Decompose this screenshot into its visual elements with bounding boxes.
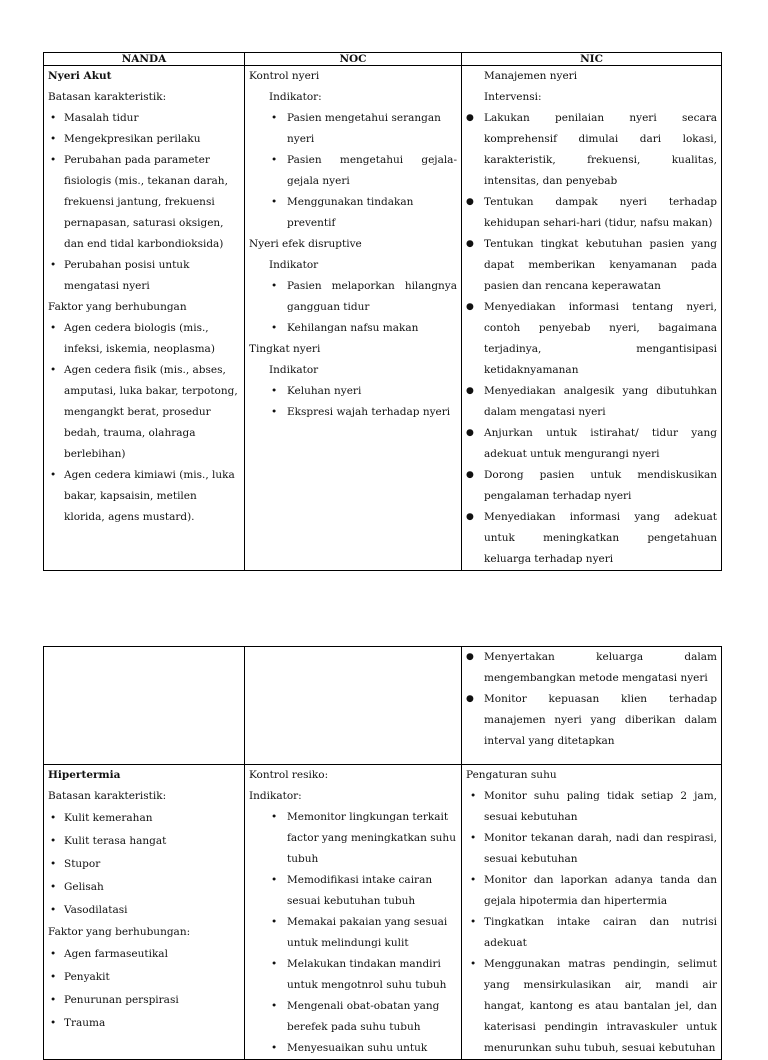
list-item: • Pasien melaporkan hilangnya gangguan tidur	[249, 276, 457, 318]
list-item: ● Monitor kepuasan klien terhadap manajemen nyeri yang diberikan dalam interval yang ditetapkan	[466, 689, 717, 752]
list-item: ● Menyertakan keluarga dalam mengembangkan metode mengatasi nyeri	[466, 647, 717, 689]
list-item: • Vasodilatasi	[48, 899, 240, 922]
list-item: • Monitor dan laporkan adanya tanda dan gejala hipotermia dan hipertermia	[466, 870, 717, 912]
header-noc: NOC	[245, 53, 462, 66]
intervention-list	[466, 647, 717, 752]
indicator-label: Indikator:	[269, 91, 322, 103]
list-item: • Penyakit	[48, 966, 240, 989]
section-label: Faktor yang berhubungan	[48, 301, 187, 313]
nanda-cell	[44, 66, 245, 571]
empty-noc-cell	[245, 647, 462, 765]
table-header-row	[44, 53, 722, 66]
list-item: • Memodifikasi intake cairan sesuai kebutuhan tubuh	[249, 870, 457, 912]
list-item: ● Menyediakan informasi yang adekuat untuk meningkatkan pengetahuan keluarga terhadap nyeri	[466, 507, 717, 570]
list-item: ● Menyediakan analgesik yang dibutuhkan dalam mengatasi nyeri	[466, 381, 717, 423]
list-item: ● Tentukan tingkat kebutuhan pasien yang dapat memberikan kenyamanan pada pasien dan rencana keperawatan	[466, 234, 717, 297]
outcome-title: Kontrol resiko:	[249, 769, 329, 781]
list-item: • Gelisah	[48, 876, 240, 899]
list-item: • Kulit terasa hangat	[48, 830, 240, 853]
nic-cell	[462, 765, 722, 1060]
nic-continued-cell	[462, 647, 722, 765]
section-label: Batasan karakteristik:	[48, 790, 167, 802]
list-item: ● Dorong pasien untuk mendiskusikan pengalaman terhadap nyeri	[466, 465, 717, 507]
list-item: • Menggunakan tindakan preventif	[249, 192, 457, 234]
list-item: • Agen farmaseutikal	[48, 943, 240, 966]
list-item: • Keluhan nyeri	[249, 381, 457, 402]
list-item: ● Anjurkan untuk istirahat/ tidur yang adekuat untuk mengurangi nyeri	[466, 423, 717, 465]
nanda-cell	[44, 765, 245, 1060]
header-nic: NIC	[462, 53, 722, 66]
list-item: • Kehilangan nafsu makan	[249, 318, 457, 339]
nic-cell	[462, 66, 722, 571]
list-item: • Menggunakan matras pendingin, selimut yang mensirkulasikan air, mandi air hangat, kantong es atau bantalan jel, dan katerisasi pendingin intravaskuler untuk menurunkan suhu tubuh, sesuai kebutuhan	[466, 954, 717, 1059]
related-factors-list	[48, 318, 240, 528]
outcome-title: Tingkat nyeri	[249, 343, 321, 355]
list-item: • Memakai pakaian yang sesuai untuk melindungi kulit	[249, 912, 457, 954]
intervention-label: Intervensi:	[484, 91, 542, 103]
list-item: ● Menyediakan informasi tentang nyeri, contoh penyebab nyeri, bagaimana terjadinya, mengantisipasi ketidaknyamanan	[466, 297, 717, 381]
list-item: • Kulit kemerahan	[48, 807, 240, 830]
outcome-title: Kontrol nyeri	[249, 70, 320, 82]
indicator-label: Indikator	[269, 259, 319, 271]
header-nanda: NANDA	[44, 53, 245, 66]
list-item: • Perubahan posisi untuk mengatasi nyeri	[48, 255, 240, 297]
table-row	[44, 66, 722, 571]
list-item: • Perubahan pada parameter fisiologis (mis., tekanan darah, frekuensi jantung, frekuensi pernapasan, saturasi oksigen, dan end tidal karbondioksida)	[48, 150, 240, 255]
list-item: • Monitor tekanan darah, nadi dan respirasi, sesuai kebutuhan	[466, 828, 717, 870]
outcome-title: Nyeri efek disruptive	[249, 238, 362, 250]
list-item: • Pasien mengetahui gejala-gejala nyeri	[249, 150, 457, 192]
list-item: • Mengenali obat-obatan yang berefek pada suhu tubuh	[249, 996, 457, 1038]
table-row	[44, 647, 722, 765]
intervention-list	[466, 786, 717, 1059]
list-item: • Agen cedera biologis (mis., infeksi, iskemia, neoplasma)	[48, 318, 240, 360]
noc-cell	[245, 66, 462, 571]
indicator-label: Indikator	[269, 364, 319, 376]
intervention-title: Pengaturan suhu	[466, 769, 557, 781]
list-item: • Mengekpresikan perilaku	[48, 129, 240, 150]
indicator-list	[249, 276, 457, 339]
list-item: • Ekspresi wajah terhadap nyeri	[249, 402, 457, 423]
list-item: • Trauma	[48, 1012, 240, 1035]
diagnosis-title: Nyeri Akut	[48, 70, 112, 82]
section-label: Faktor yang berhubungan:	[48, 926, 191, 938]
noc-cell	[245, 765, 462, 1060]
list-item: • Menyesuaikan suhu untuk	[249, 1038, 457, 1059]
list-item: • Stupor	[48, 853, 240, 876]
care-plan-table-hipertermia	[43, 646, 722, 1060]
intervention-title: Manajemen nyeri	[484, 70, 578, 82]
indicator-list	[249, 108, 457, 234]
list-item: • Pasien mengetahui serangan nyeri	[249, 108, 457, 150]
list-item: • Tingkatkan intake cairan dan nutrisi adekuat	[466, 912, 717, 954]
list-item: ● Lakukan penilaian nyeri secara komprehensif dimulai dari lokasi, karakteristik, frekuensi, kualitas, intensitas, dan penyebab	[466, 108, 717, 192]
section-label: Batasan karakteristik:	[48, 91, 167, 103]
list-item: • Melakukan tindakan mandiri untuk mengotnrol suhu tubuh	[249, 954, 457, 996]
list-item: ● Tentukan dampak nyeri terhadap kehidupan sehari-hari (tidur, nafsu makan)	[466, 192, 717, 234]
indicator-label: Indikator:	[249, 790, 302, 802]
list-item: • Agen cedera kimiawi (mis., luka bakar, kapsaisin, metilen klorida, agens mustard).	[48, 465, 240, 528]
list-item: • Memonitor lingkungan terkait factor yang meningkatkan suhu tubuh	[249, 807, 457, 870]
table-row	[44, 765, 722, 1060]
intervention-list	[466, 108, 717, 570]
list-item: • Penurunan perspirasi	[48, 989, 240, 1012]
list-item: • Monitor suhu paling tidak setiap 2 jam, sesuai kebutuhan	[466, 786, 717, 828]
characteristics-list	[48, 807, 240, 922]
indicator-list	[249, 807, 457, 1059]
empty-nanda-cell	[44, 647, 245, 765]
characteristics-list	[48, 108, 240, 297]
indicator-list	[249, 381, 457, 423]
care-plan-table-nyeri-akut	[43, 52, 722, 571]
related-factors-list	[48, 943, 240, 1035]
list-item: • Masalah tidur	[48, 108, 240, 129]
diagnosis-title: Hipertermia	[48, 769, 121, 781]
list-item: • Agen cedera fisik (mis., abses, amputasi, luka bakar, terpotong, mengangkt berat, prosedur bedah, trauma, olahraga berlebihan)	[48, 360, 240, 465]
